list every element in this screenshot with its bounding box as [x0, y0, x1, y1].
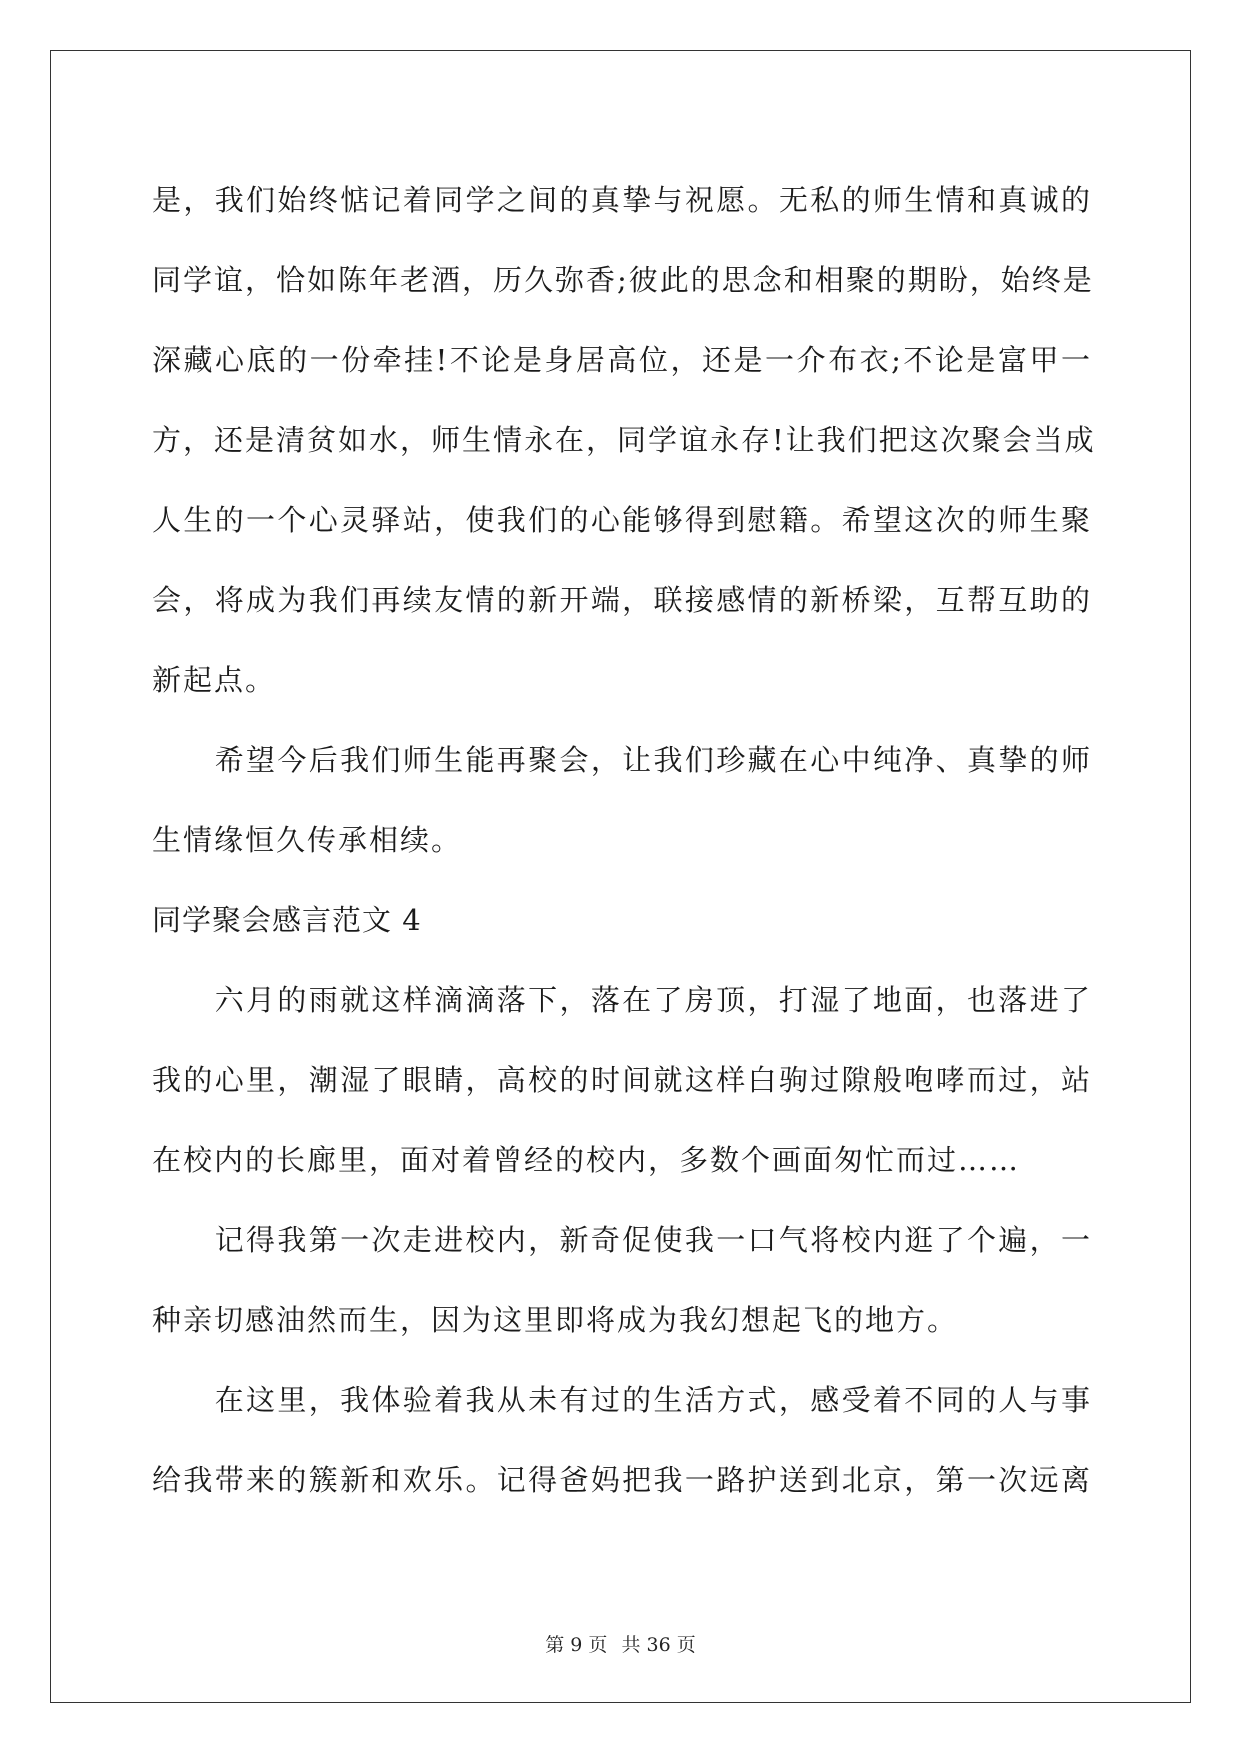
- page-number: 第 9 页: [545, 1634, 608, 1656]
- text-line: 深藏心底的一份牵挂!不论是身居高位，还是一介布衣;不论是富甲一: [152, 343, 1092, 377]
- section-heading: 同学聚会感言范文 4: [152, 903, 422, 937]
- text-line: 在这里，我体验着我从未有过的生活方式，感受着不同的人与事: [152, 1383, 1092, 1417]
- text-line: 希望今后我们师生能再聚会，让我们珍藏在心中纯净、真挚的师: [152, 743, 1092, 777]
- text-line: 记得我第一次走进校内，新奇促使我一口气将校内逛了个遍，一: [152, 1223, 1092, 1257]
- document-body: [152, 160, 1096, 1520]
- text-line: 六月的雨就这样滴滴落下，落在了房顶，打湿了地面，也落进了: [152, 983, 1092, 1017]
- text-line: 生情缘恒久传承相续。: [152, 823, 463, 857]
- text-line: 同学谊，恰如陈年老酒，历久弥香;彼此的思念和相聚的期盼，始终是: [152, 263, 1094, 297]
- text-line: 种亲切感油然而生，因为这里即将成为我幻想起飞的地方。: [152, 1303, 959, 1337]
- text-line: 是，我们始终惦记着同学之间的真挚与祝愿。无私的师生情和真诚的: [152, 183, 1092, 217]
- text-line: 人生的一个心灵驿站，使我们的心能够得到慰籍。希望这次的师生聚: [152, 503, 1092, 537]
- text-line: 给我带来的簇新和欢乐。记得爸妈把我一路护送到北京，第一次远离: [152, 1463, 1092, 1497]
- page-total: 共 36 页: [621, 1634, 696, 1656]
- page-footer: [0, 1630, 1241, 1657]
- text-line: 我的心里，潮湿了眼睛，高校的时间就这样白驹过隙般咆哮而过，站: [152, 1063, 1092, 1097]
- text-line: 在校内的长廊里，面对着曾经的校内，多数个画面匆忙而过……: [152, 1143, 1021, 1177]
- text-line: 会，将成为我们再续友情的新开端，联接感情的新桥梁，互帮互助的: [152, 583, 1092, 617]
- text-line: 方，还是清贫如水，师生情永在，同学谊永存!让我们把这次聚会当成: [152, 423, 1096, 457]
- text-line: 新起点。: [152, 663, 277, 697]
